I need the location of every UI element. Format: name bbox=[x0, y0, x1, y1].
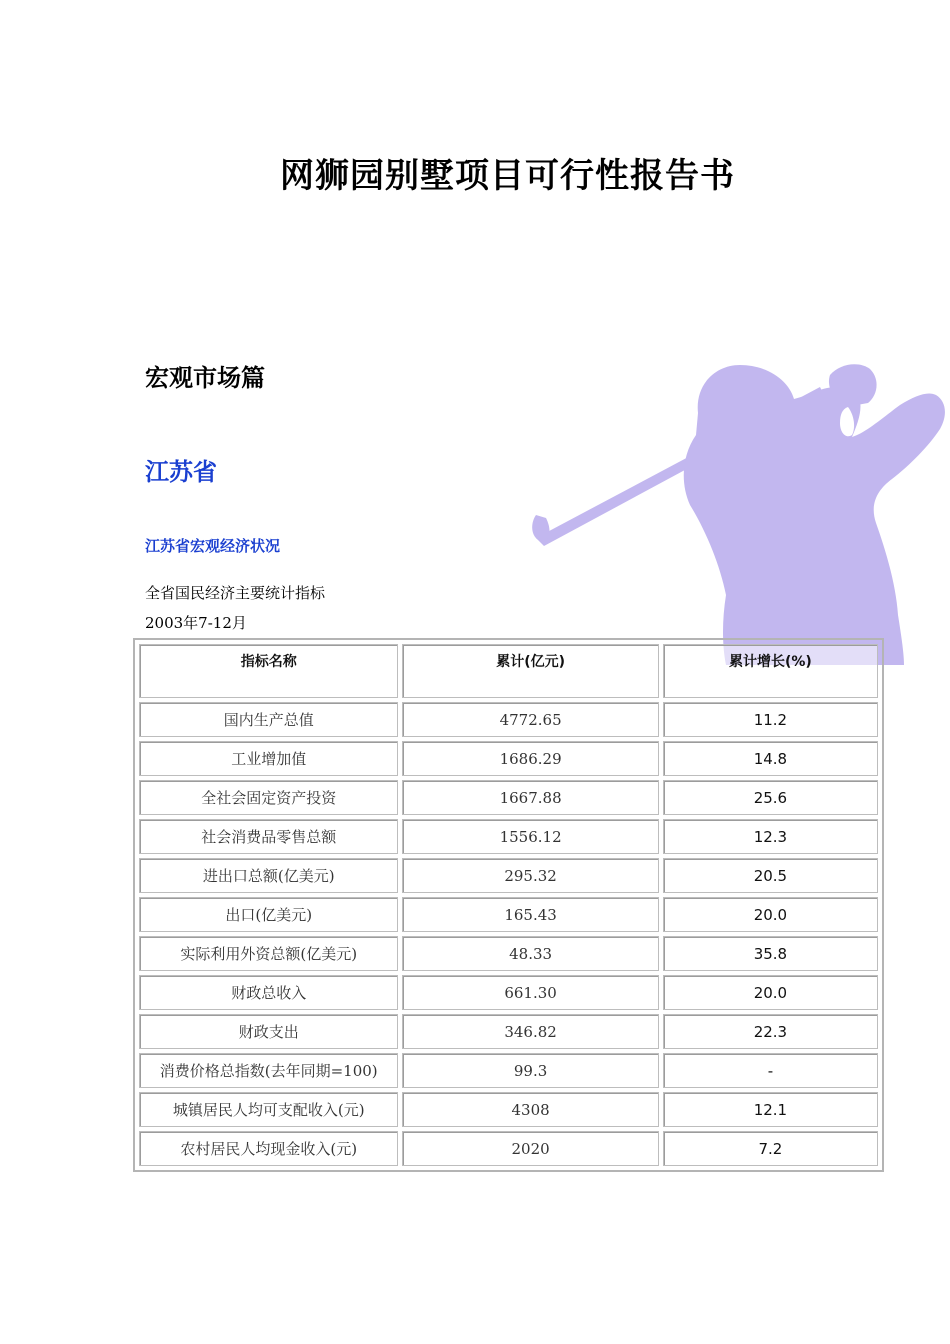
cumulative-value-cell: 99.3 bbox=[402, 1053, 658, 1088]
growth-rate-cell: 35.8 bbox=[663, 936, 878, 971]
cumulative-value-cell: 1667.88 bbox=[402, 780, 658, 815]
cumulative-value-cell: 346.82 bbox=[402, 1014, 658, 1049]
growth-rate-cell: 20.0 bbox=[663, 897, 878, 932]
table-row bbox=[139, 741, 878, 776]
indicator-name-cell: 财政支出 bbox=[139, 1014, 398, 1049]
cumulative-value-cell: 661.30 bbox=[402, 975, 658, 1010]
table-row bbox=[139, 819, 878, 854]
growth-rate-cell: 11.2 bbox=[663, 702, 878, 737]
cumulative-value-cell: 4308 bbox=[402, 1092, 658, 1127]
cumulative-value-cell: 295.32 bbox=[402, 858, 658, 893]
table-row bbox=[139, 1014, 878, 1049]
growth-rate-cell: - bbox=[663, 1053, 878, 1088]
table-row bbox=[139, 975, 878, 1010]
header-indicator-name: 指标名称 bbox=[139, 644, 398, 698]
table-row bbox=[139, 1053, 878, 1088]
table-row bbox=[139, 1092, 878, 1127]
province-heading: 江苏省 bbox=[145, 458, 217, 486]
table-row bbox=[139, 897, 878, 932]
section-heading: 宏观市场篇 bbox=[145, 364, 265, 392]
indicator-name-cell: 国内生产总值 bbox=[139, 702, 398, 737]
table-row bbox=[139, 780, 878, 815]
subsection-heading: 江苏省宏观经济状况 bbox=[145, 537, 281, 555]
growth-rate-cell: 14.8 bbox=[663, 741, 878, 776]
indicator-name-cell: 城镇居民人均可支配收入(元) bbox=[139, 1092, 398, 1127]
table-header-row bbox=[139, 644, 878, 698]
indicator-name-cell: 工业增加值 bbox=[139, 741, 398, 776]
table-period: 2003年7-12月 bbox=[145, 614, 247, 632]
cumulative-value-cell: 165.43 bbox=[402, 897, 658, 932]
indicator-name-cell: 消费价格总指数(去年同期=100) bbox=[139, 1053, 398, 1088]
cumulative-value-cell: 1686.29 bbox=[402, 741, 658, 776]
indicator-name-cell: 社会消费品零售总额 bbox=[139, 819, 398, 854]
indicator-name-cell: 农村居民人均现金收入(元) bbox=[139, 1131, 398, 1166]
table-row bbox=[139, 702, 878, 737]
document-title: 网狮园别墅项目可行性报告书 bbox=[280, 156, 735, 196]
growth-rate-cell: 22.3 bbox=[663, 1014, 878, 1049]
table-row bbox=[139, 1131, 878, 1166]
indicator-name-cell: 财政总收入 bbox=[139, 975, 398, 1010]
growth-rate-cell: 12.1 bbox=[663, 1092, 878, 1127]
table-caption: 全省国民经济主要统计指标 bbox=[145, 584, 326, 602]
cumulative-value-cell: 4772.65 bbox=[402, 702, 658, 737]
growth-rate-cell: 12.3 bbox=[663, 819, 878, 854]
table-row bbox=[139, 936, 878, 971]
growth-rate-cell: 25.6 bbox=[663, 780, 878, 815]
table-row bbox=[139, 858, 878, 893]
growth-rate-cell: 7.2 bbox=[663, 1131, 878, 1166]
header-cumulative-growth: 累计增长(%) bbox=[663, 644, 878, 698]
header-cumulative-value: 累计(亿元) bbox=[402, 644, 658, 698]
golfer-silhouette-illustration bbox=[530, 355, 950, 665]
indicator-name-cell: 全社会固定资产投资 bbox=[139, 780, 398, 815]
indicator-name-cell: 进出口总额(亿美元) bbox=[139, 858, 398, 893]
cumulative-value-cell: 48.33 bbox=[402, 936, 658, 971]
cumulative-value-cell: 1556.12 bbox=[402, 819, 658, 854]
indicator-name-cell: 实际利用外资总额(亿美元) bbox=[139, 936, 398, 971]
indicator-name-cell: 出口(亿美元) bbox=[139, 897, 398, 932]
growth-rate-cell: 20.0 bbox=[663, 975, 878, 1010]
economic-indicators-table bbox=[133, 638, 884, 1172]
cumulative-value-cell: 2020 bbox=[402, 1131, 658, 1166]
growth-rate-cell: 20.5 bbox=[663, 858, 878, 893]
